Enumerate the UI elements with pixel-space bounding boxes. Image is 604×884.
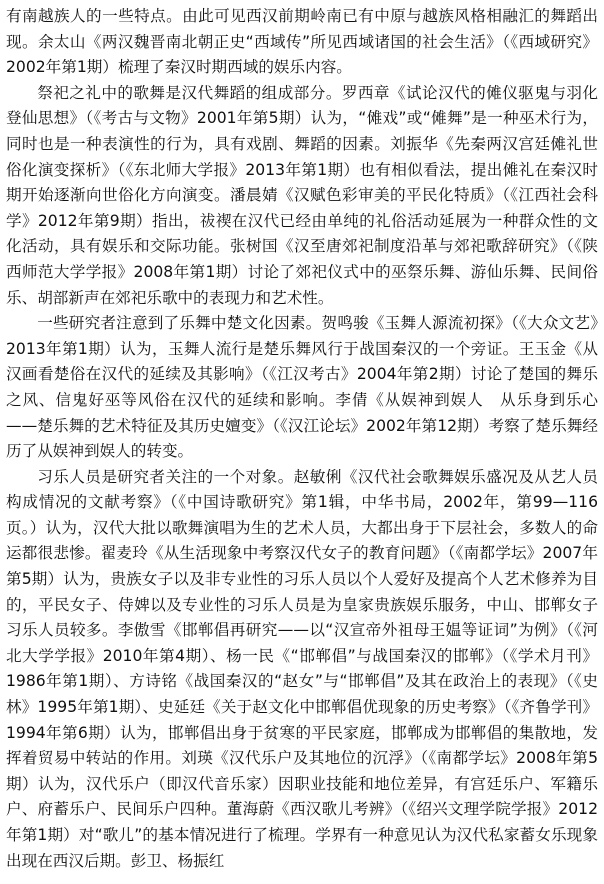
paragraph-music-performers: 习乐人员是研究者关注的一个对象。赵敏俐《汉代社会歌舞娱乐盛况及从艺人员构成情况的文献考察》（《中国诗歌研究》第1辑，中华书局，2002年，第99—116页。）认为，汉代大批以歌舞演唱为生的艺术人员，大都出身于下层社会，多数人的命运都很悲惨。翟麦玲《从生活现象中考察汉代女子的教育问题》（《南都学坛》2007年第5期）认为，贵族女子以及非专业性的习乐人员以个人爱好及提高个人艺术修养为目的，平民女子、侍婢以及专业性的习乐人员是为皇家贵族娱乐服务，中山、邯郸女子习乐人员较多。李傲雪《邯郸倡再研究——以“汉宣帝外祖母王媪等证词”为例》（《河北大学学报》2010年第4期）、杨一民《“邯郸倡”与战国秦汉的邯郸》（《学术月刊》1986年第1期）、方诗铭《战国秦汉的“赵女”与“邯郸倡”及其在政治上的表现》（《史林》1995年第1期）、史延廷《关于赵文化中邯郸倡优现象的历史考察》（《齐鲁学刊》1994年第6期）认为，邯郸倡出身于贫寒的平民家庭，邯郸成为邯郸倡的集散地，发挥着贸易中转站的作用。刘瑛《汉代乐户及其地位的沉浮》（《南都学坛》2008年第5期）认为，汉代乐户（即汉代音乐家）因职业技能和地位差异，有宫廷乐户、军籍乐户、府蓄乐户、民间乐户四种。董海蔚《西汉歌儿考辨》（《绍兴文理学院学报》2012年第1期）对“歌儿”的基本情况进行了梳理。学界有一种意见认为汉代私家蓄女乐现象出现在西汉后期。彭卫、杨振红 bbox=[6, 467, 598, 870]
paragraph-chu-culture: 一些研究者注意到了乐舞中楚文化因素。贺鸣骏《玉舞人源流初探》（《大众文艺》2013年第1期）认为，玉舞人流行是楚乐舞风行于战国秦汉的一个旁证。王玉金《从汉画看楚俗在汉代的延续及其影响》（《江汉考古》2004年第2期）讨论了楚国的舞乐之风、信鬼好巫等风俗在汉代的延续和影响。李倩《从娱神到娱人 从乐身到乐心——楚乐舞的艺术特征及其历史嬗变》（《汉江论坛》2002年第12期）考察了楚乐舞经历了从娱神到娱人的转变。 bbox=[6, 314, 598, 461]
paragraph-continuation: 有南越族人的一些特点。由此可见西汉前期岭南已有中原与越族风格相融汇的舞蹈出现。余太山《两汉魏晋南北朝正史“西域传”所见西域诸国的社会生活》（《西域研究》2002年第1期）梳理了秦汉时期西域的娱乐内容。 bbox=[6, 7, 598, 77]
paragraph-sacrificial-dance: 祭祀之礼中的歌舞是汉代舞蹈的组成部分。罗西章《试论汉代的傩仪驱鬼与羽化登仙思想》（《考古与文物》2001年第5期）认为，“傩戏”或“傩舞”是一种巫术行为，同时也是一种表演性的行为，具有戏剧、舞蹈的因素。刘振华《先秦两汉宫廷傩礼世俗化演变探析》（《东北师大学报》2013年第1期）也有相似看法，提出傩礼在秦汉时期开始逐渐向世俗化方向演变。潘晨婧《汉赋色彩审美的平民化特质》（《江西社会科学》2012年第9期）指出，祓禊在汉代已经由单纯的礼俗活动延展为一种群众性的文化活动，具有娱乐和交际功能。张树国《汉至唐郊祀制度沿革与郊祀歌辞研究》（《陕西师范大学学报》2008年第1期）讨论了郊祀仪式中的巫祭乐舞、游仙乐舞、民间俗乐、胡部新声在郊祀乐歌中的表现力和艺术性。 bbox=[6, 83, 598, 307]
